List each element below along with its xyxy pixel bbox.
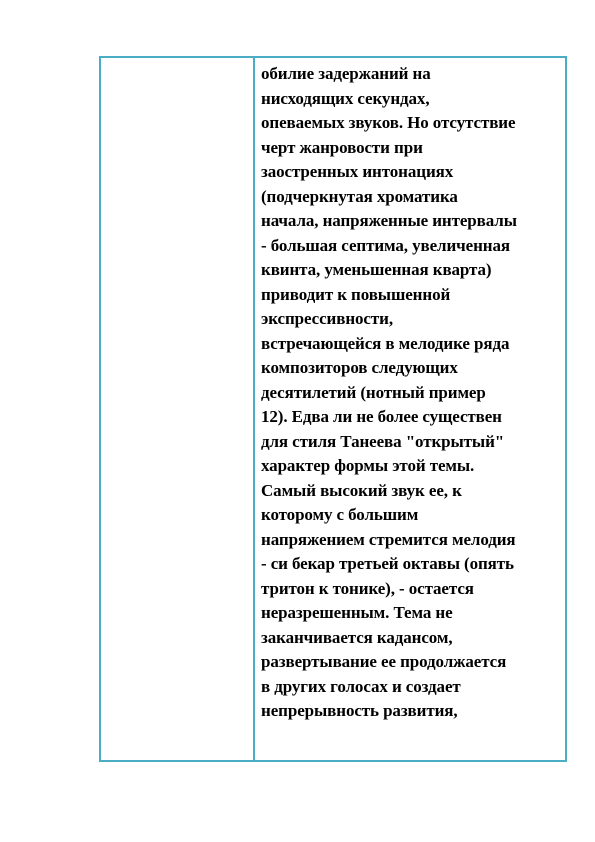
text-line: - си бекар третьей октавы (опять [261,554,514,573]
text-line: обилие задержаний на [261,64,431,83]
left-table-cell [101,58,255,760]
text-line: развертывание ее продолжается [261,652,507,671]
content-table [99,56,567,762]
text-line: встречающейся в мелодике ряда [261,333,510,353]
text-line: (подчеркнутая хроматика [261,186,458,206]
text-line: тритон к тонике), - остается [261,578,474,598]
text-line: опеваемых звуков. Но отсутствие [261,113,516,132]
text-line: экспрессивности, [261,309,393,328]
text-line: черт жанровости при [261,137,423,157]
text-line: для стиля Танеева "открытый" [261,431,505,451]
text-line: Самый высокий звук ее, к [261,480,462,500]
text-line: непрерывность развития, [261,701,458,720]
text-line: напряжением стремится мелодия [261,529,516,549]
text-line: - большая септима, увеличенная [261,235,510,255]
text-line: заостренных интонациях [261,162,454,181]
text-line: композиторов следующих [261,358,458,377]
text-line: 12). Едва ли не более существен [261,407,502,426]
text-line: характер формы этой темы. [261,456,475,475]
text-line: начала, напряженные интервалы [261,211,517,230]
text-line: которому с большим [261,505,419,524]
text-line: приводит к повышенной [261,284,451,304]
right-table-cell [255,58,565,760]
text-line: нисходящих секундах, [261,88,430,108]
text-line: заканчивается кадансом, [261,627,453,647]
text-line: неразрешенным. Тема не [261,603,453,622]
text-line: квинта, уменьшенная кварта) [261,260,492,279]
text-line: десятилетий (нотный пример [261,382,486,402]
text-line: в других голосах и создает [261,676,461,696]
